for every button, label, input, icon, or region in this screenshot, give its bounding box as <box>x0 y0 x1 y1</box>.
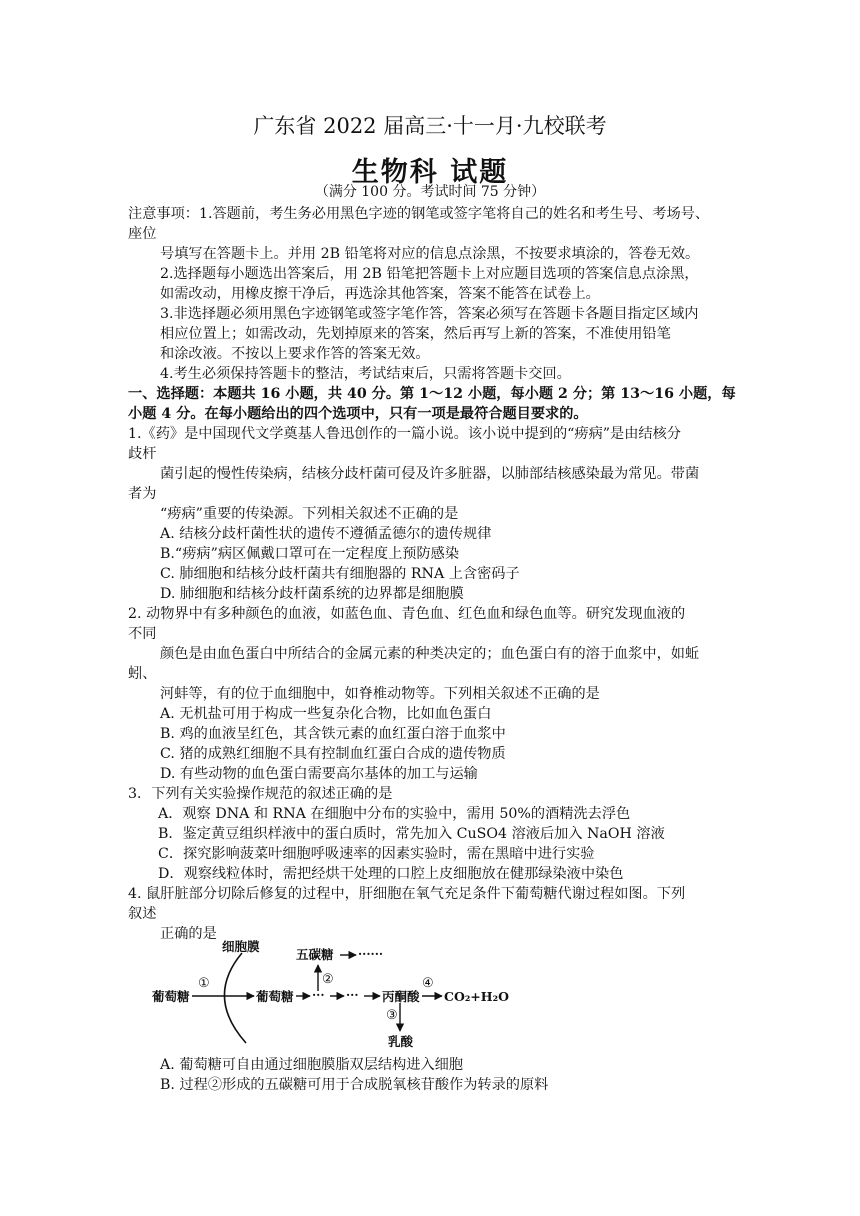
exam-title: 广东省 2022 届高三·十一月·九校联考 <box>253 114 607 138</box>
q2-stem-5: 河蚌等，有的位于血细胞中，如脊椎动物等。下列相关叙述不正确的是 <box>160 686 600 702</box>
q1-stem-5: “痨病”重要的传染源。下列相关叙述不正确的是 <box>160 506 459 522</box>
q3-option-a: A．观察 DNA 和 RNA 在细胞中分布的实验中，需用 50%的酒精洗去浮色 <box>158 806 631 822</box>
q2-option-b: B. 鸡的血液呈红色，其含铁元素的血红蛋白溶于血浆中 <box>160 726 506 742</box>
notes-line-7: 相应位置上；如需改动，先划掉原来的答案，然后再写上新的答案，不准使用铅笔 <box>160 326 671 342</box>
cell-membrane-arc <box>224 953 246 1043</box>
step-2-label: ② <box>322 972 334 987</box>
membrane-label: 细胞膜 <box>222 939 260 954</box>
glucose-metabolism-diagram <box>150 935 510 1050</box>
subject-title: 生物科 试题 <box>351 157 509 188</box>
notes-line-9: 4.考生必须保持答题卡的整洁，考试结束后，只需将答题卡交回。 <box>160 366 571 382</box>
lactate-label: 乳酸 <box>388 1034 414 1049</box>
q4-stem-3: 正确的是 <box>160 926 217 942</box>
intermediate-dots-1: ··· <box>312 988 325 1002</box>
section-heading-line-2: 小题 4 分。在每小题给出的四个选项中，只有一项是最符合题目要求的。 <box>128 406 588 422</box>
q1-option-a: A. 结核分歧杆菌性状的遗传不遵循孟德尔的遗传规律 <box>160 526 492 542</box>
q2-option-c: C. 猪的成熟红细胞不具有控制血红蛋白合成的遗传物质 <box>160 746 506 762</box>
q3-option-b: B．鉴定黄豆组织样液中的蛋白质时，常先加入 CuSO4 溶液后加入 NaOH 溶液 <box>158 826 665 842</box>
q1-stem-2: 歧杆 <box>128 446 157 462</box>
q3-option-c: C．探究影响菠菜叶细胞呼吸速率的因素实验时，需在黑暗中进行实验 <box>158 846 595 862</box>
notes-line-8: 和涂改液。不按以上要求作答的答案无效。 <box>160 346 430 362</box>
q2-option-d: D. 有些动物的血色蛋白需要高尔基体的加工与运输 <box>160 766 478 782</box>
glucose-outside-label: 葡萄糖 <box>152 989 190 1004</box>
notes-line-3: 号填写在答题卡上。并用 2B 铅笔将对应的信息点涂黑，不按要求填涂的，答卷无效。 <box>160 246 700 262</box>
intermediate-dots-2: ··· <box>346 988 359 1002</box>
notes-line-6: 3.非选择题必须用黑色字迹钢笔或签字笔作答，答案必须写在答题卡各题目指定区域内 <box>160 306 699 322</box>
q2-stem-4: 蚓、 <box>128 666 157 682</box>
pyruvate-label: 丙酮酸 <box>382 989 420 1004</box>
step-4-label: ④ <box>422 976 434 991</box>
q2-stem-3: 颜色是由血色蛋白中所结合的金属元素的种类决定的；血色蛋白有的溶于血浆中，如蚯 <box>160 646 700 662</box>
q1-stem-1: 1.《药》是中国现代文学奠基人鲁迅创作的一篇小说。该小说中提到的“痨病”是由结核分 <box>128 426 681 442</box>
notes-line-4: 2.选择题每小题选出答案后，用 2B 铅笔把答题卡上对应题目选项的答案信息点涂黑， <box>160 266 699 282</box>
exam-info: （满分 100 分。考试时间 75 分钟） <box>314 184 546 200</box>
q3-option-d: D．观察线粒体时，需把经烘干处理的口腔上皮细胞放在健那绿染液中染色 <box>158 866 624 882</box>
q1-stem-3: 菌引起的慢性传染病，结核分歧杆菌可侵及许多脏器，以肺部结核感染最为常见。带菌 <box>160 466 700 482</box>
glucose-inside-label: 葡萄糖 <box>256 989 294 1004</box>
notes-line-1: 注意事项：1.答题前，考生务必用黑色字迹的钢笔或签字笔将自己的姓名和考生号、考场号、 <box>128 206 710 222</box>
q4-stem-1: 4. 鼠肝脏部分切除后修复的过程中，肝细胞在氧气充足条件下葡萄糖代谢过程如图。下列 <box>128 886 686 902</box>
q2-option-a: A. 无机盐可用于构成一些复杂化合物，比如血色蛋白 <box>160 706 492 722</box>
q4-stem-2: 叙述 <box>128 906 157 922</box>
pentose-label: 五碳糖 <box>296 947 334 962</box>
step-1-label: ① <box>198 976 210 991</box>
q4-option-b: B. 过程②形成的五碳糖可用于合成脱氧核苷酸作为转录的原料 <box>160 1077 549 1093</box>
notes-line-2: 座位 <box>128 226 157 242</box>
q1-option-b: B.“痨病”病区佩戴口罩可在一定程度上预防感染 <box>160 546 460 562</box>
q1-stem-4: 者为 <box>128 486 157 502</box>
q1-option-d: D. 肺细胞和结核分歧杆菌系统的边界都是细胞膜 <box>160 586 464 602</box>
q2-stem-1: 2. 动物界中有多种颜色的血液，如蓝色血、青色血、红色血和绿色血等。研究发现血液的 <box>128 606 686 622</box>
q2-stem-2: 不同 <box>128 626 157 642</box>
pentose-onward-dots: ······ <box>358 947 384 961</box>
notes-line-5: 如需改动，用橡皮擦干净后，再选涂其他答案，答案不能答在试卷上。 <box>160 286 600 302</box>
co2-h2o-label: CO₂+H₂O <box>444 989 509 1004</box>
q1-option-c: C. 肺细胞和结核分歧杆菌共有细胞器的 RNA 上含密码子 <box>160 566 520 582</box>
step-3-label: ③ <box>386 1008 398 1023</box>
section-heading-line-1: 一、选择题：本题共 16 小题，共 40 分。第 1～12 小题，每小题 2 分；第 13～16 小题，每 <box>128 386 736 402</box>
q4-option-a: A. 葡萄糖可自由通过细胞膜脂双层结构进入细胞 <box>160 1057 464 1073</box>
q3-stem: 3．下列有关实验操作规范的叙述正确的是 <box>128 786 393 802</box>
